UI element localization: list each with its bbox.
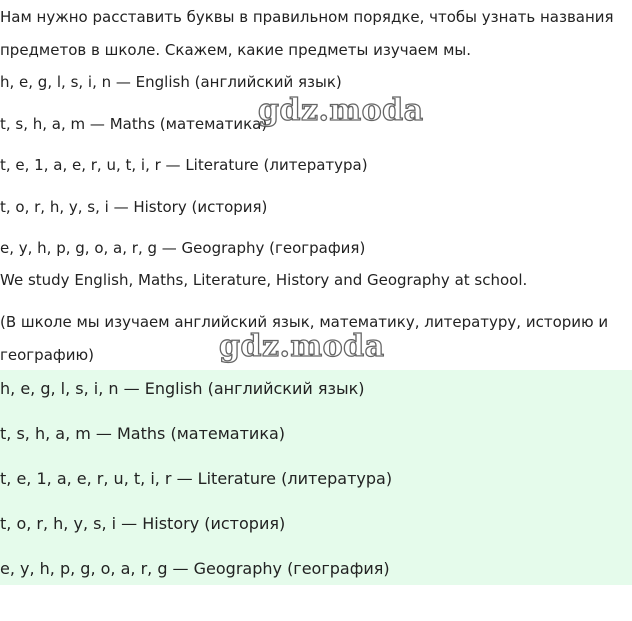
answer-line-history: t, o, r, h, y, s, i — History (история) (0, 514, 286, 533)
intro-line-1: Нам нужно расставить буквы в правильном порядке, чтобы узнать названия (0, 8, 614, 26)
summary-sentence: We study English, Maths, Literature, History and Geography at school. (0, 271, 528, 289)
answer-line-geography: e, y, h, p, g, o, a, r, g — Geography (география) (0, 559, 390, 578)
word-line-maths: t, s, h, a, m — Maths (математика) (0, 115, 268, 133)
translation-line-1: (В школе мы изучаем английский язык, математику, литературу, историю и (0, 313, 609, 331)
word-line-literature: t, e, 1, a, e, r, u, t, i, r — Literature (литература) (0, 156, 368, 174)
word-line-history: t, o, r, h, y, s, i — History (история) (0, 198, 268, 216)
answer-box (0, 370, 632, 585)
translation-line-2: географию) (0, 346, 94, 364)
answer-line-literature: t, e, 1, a, e, r, u, t, i, r — Literature (литература) (0, 469, 393, 488)
answer-line-english: h, e, g, l, s, i, n — English (английский язык) (0, 379, 365, 398)
watermark-logo-top: gdz.moda (258, 93, 424, 128)
word-line-geography: e, y, h, p, g, o, a, r, g — Geography (география) (0, 239, 366, 257)
intro-line-2: предметов в школе. Скажем, какие предметы изучаем мы. (0, 41, 472, 59)
watermark-logo-bottom: gdz.moda (219, 329, 385, 364)
answer-line-maths: t, s, h, a, m — Maths (математика) (0, 424, 286, 443)
word-line-english: h, e, g, l, s, i, n — English (английский язык) (0, 73, 342, 91)
